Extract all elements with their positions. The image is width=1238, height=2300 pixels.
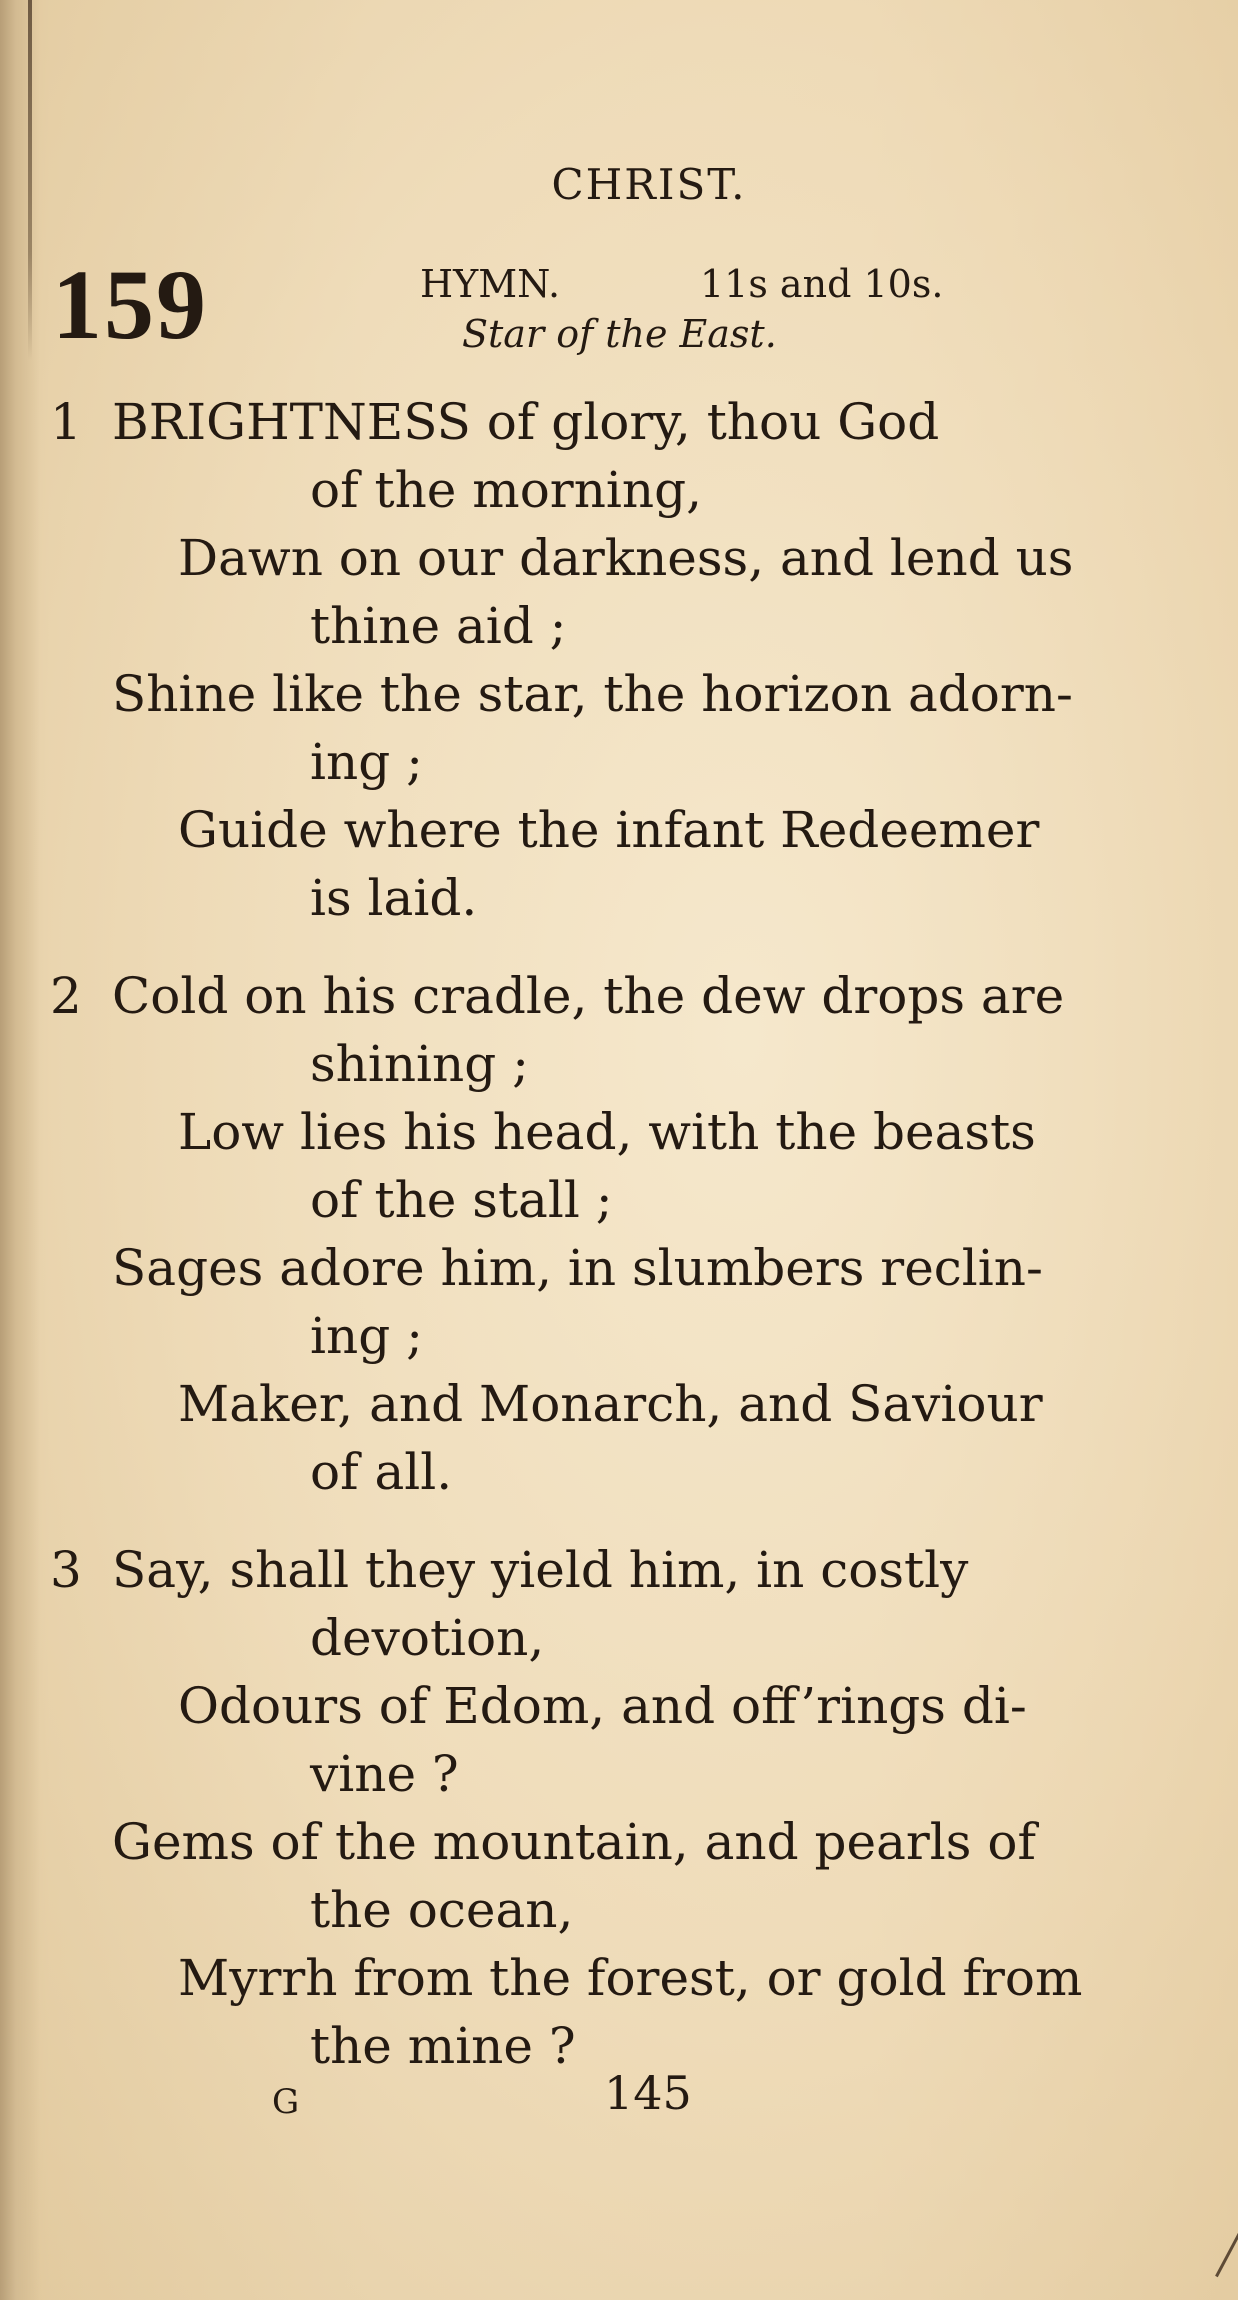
verse-line-text: the mine ? (310, 2017, 576, 2075)
verse-line-text: BRIGHTNESS of glory, thou God (112, 393, 940, 451)
verse-line (0, 1438, 1238, 1506)
verse-line-text: devotion, (310, 1609, 545, 1667)
verse-line-text: Say, shall they yield him, in costly (112, 1541, 969, 1599)
verse-line (0, 796, 1238, 864)
verse-line-text: Odours of Edom, and off’rings di- (178, 1677, 1027, 1735)
verse-line-text: Cold on his cradle, the dew drops are (112, 967, 1065, 1025)
verse-line-text: Maker, and Monarch, and Saviour (178, 1375, 1043, 1433)
verse-line-text: thine aid ; (310, 597, 567, 655)
verse-1 (0, 388, 1238, 932)
verse-line (0, 1536, 1238, 1604)
verse-line-text: ing ; (310, 1307, 423, 1365)
verse-line-text: Shine like the star, the horizon adorn- (112, 665, 1073, 723)
verse-3 (0, 1536, 1238, 2080)
verse-line (0, 1672, 1238, 1740)
verse-line (0, 1030, 1238, 1098)
verse-line (0, 1740, 1238, 1808)
verse-line (0, 962, 1238, 1030)
verse-line (0, 864, 1238, 932)
verse-line-text: Myrrh from the forest, or gold from (178, 1949, 1083, 2007)
verse-line-text: of the stall ; (310, 1171, 613, 1229)
verse-line (0, 1302, 1238, 1370)
running-head: CHRIST. (551, 160, 747, 209)
hymn-label: HYMN. (420, 262, 561, 306)
verse-number: 1 (50, 393, 82, 451)
verse-line (0, 728, 1238, 796)
verse-2 (0, 962, 1238, 1506)
hymn-meter: 11s and 10s. (700, 262, 944, 306)
page-number: 145 (604, 2066, 692, 2120)
verse-line-text: the ocean, (310, 1881, 574, 1939)
verse-line-text: of the morning, (310, 461, 702, 519)
verse-line (0, 456, 1238, 524)
signature-mark: G (272, 2082, 300, 2122)
hymn-number: 159 (52, 249, 208, 360)
verse-line-text: vine ? (310, 1745, 459, 1803)
verse-number: 2 (50, 967, 82, 1025)
verse-line-text: Low lies his head, with the beasts (178, 1103, 1036, 1161)
verse-line (0, 524, 1238, 592)
verse-line (0, 592, 1238, 660)
verse-line-text: Guide where the infant Redeemer (178, 801, 1040, 859)
verse-line (0, 1604, 1238, 1672)
verse-line (0, 1234, 1238, 1302)
corner-mark (1215, 2223, 1238, 2277)
verse-line (0, 1808, 1238, 1876)
verse-number: 3 (50, 1541, 82, 1599)
verse-line (0, 1098, 1238, 1166)
verse-line (0, 388, 1238, 456)
hymn-tune: Star of the East. (462, 312, 777, 356)
verse-line-text: of all. (310, 1443, 453, 1501)
verse-line-text: shining ; (310, 1035, 529, 1093)
verse-line (0, 660, 1238, 728)
verse-line-text: is laid. (310, 869, 478, 927)
verse-line (0, 1944, 1238, 2012)
verse-line (0, 1876, 1238, 1944)
verse-line-text: Dawn on our darkness, and lend us (178, 529, 1074, 587)
verse-line-text: Gems of the mountain, and pearls of (112, 1813, 1036, 1871)
verse-line (0, 1370, 1238, 1438)
verse-line-text: Sages adore him, in slumbers reclin- (112, 1239, 1043, 1297)
verse-line-text: ing ; (310, 733, 423, 791)
hymn-verses (0, 388, 1238, 2110)
verse-line (0, 1166, 1238, 1234)
